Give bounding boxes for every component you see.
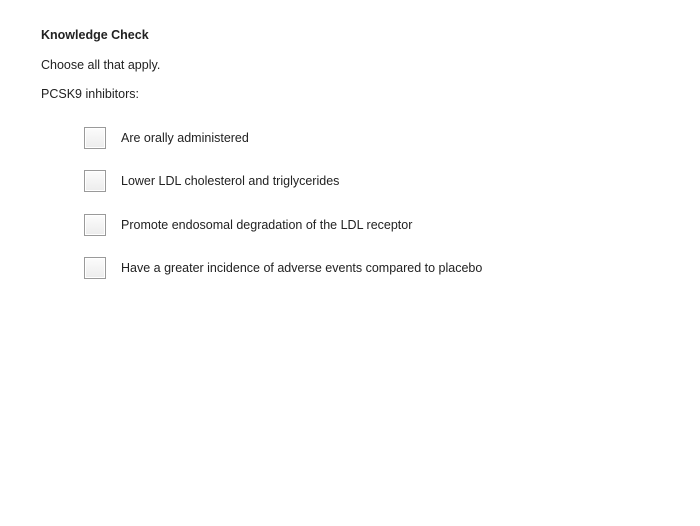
- answer-option-label: Have a greater incidence of adverse events compared to placebo: [121, 261, 483, 275]
- checkbox[interactable]: [84, 127, 106, 149]
- checkbox[interactable]: [84, 214, 106, 236]
- answer-options-list: [84, 125, 684, 299]
- instruction-text: Choose all that apply.: [41, 58, 161, 72]
- answer-option-3[interactable]: [84, 212, 684, 237]
- answer-option-label: Are orally administered: [121, 130, 249, 145]
- answer-option-2[interactable]: [84, 169, 684, 194]
- answer-option-1[interactable]: [84, 125, 684, 150]
- page-title: Knowledge Check: [41, 28, 149, 42]
- answer-option-label: Promote endosomal degradation of the LDL receptor: [121, 217, 413, 232]
- answer-option-4[interactable]: [84, 256, 684, 281]
- question-stem: PCSK9 inhibitors:: [41, 87, 139, 101]
- checkbox[interactable]: [84, 257, 106, 279]
- checkbox[interactable]: [84, 170, 106, 192]
- answer-option-label: Lower LDL cholesterol and triglycerides: [121, 174, 340, 188]
